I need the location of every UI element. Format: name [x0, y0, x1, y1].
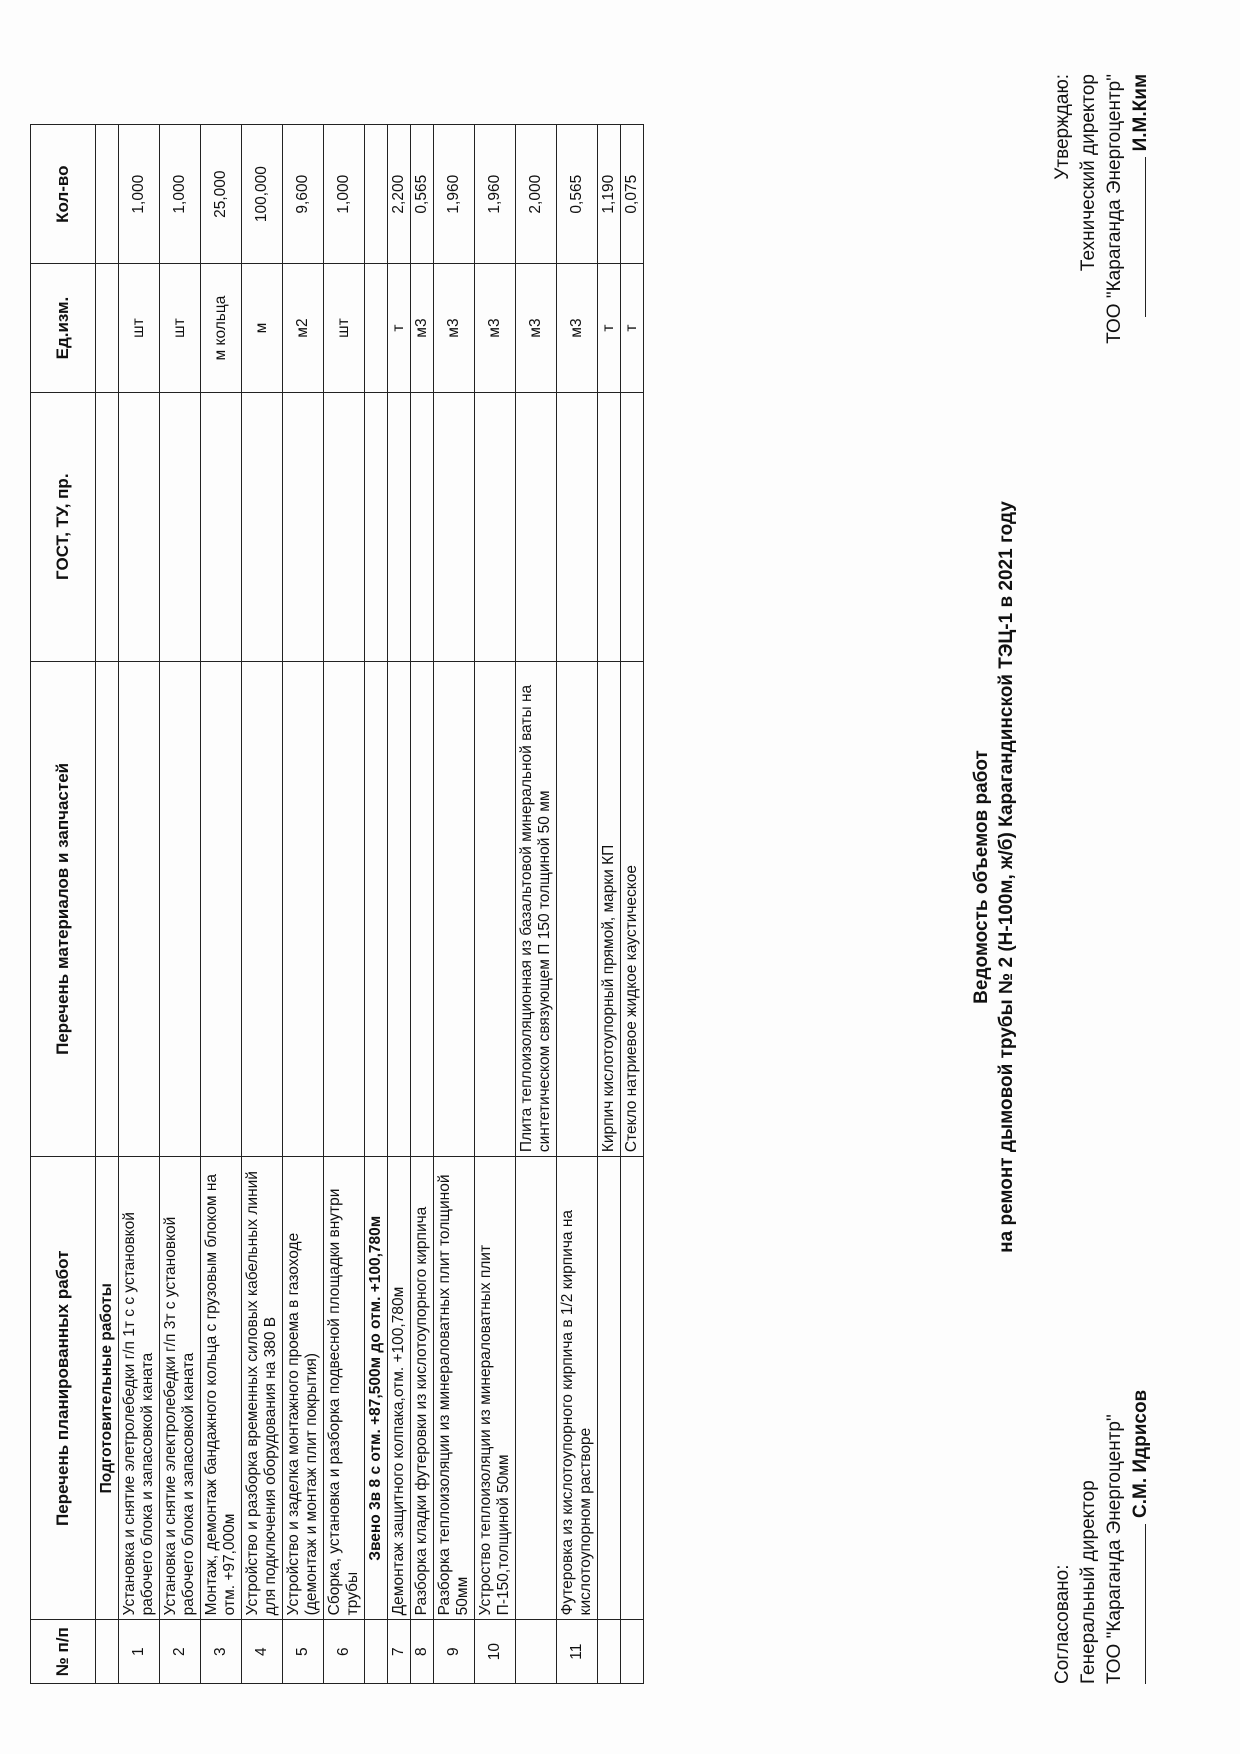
row-materials: Стекло натриевое жидкое каустическое — [621, 661, 644, 1157]
row-materials: Кирпич кислотоупорный прямой, марки КП — [598, 661, 621, 1157]
section-empty-cell — [365, 264, 388, 392]
row-gost — [283, 392, 324, 661]
table-row — [621, 125, 644, 1684]
row-gost — [557, 392, 598, 661]
section-empty-cell — [96, 392, 119, 661]
row-num: 2 — [160, 1620, 201, 1684]
row-gost — [242, 392, 283, 661]
row-num — [598, 1620, 621, 1684]
table-row — [283, 125, 324, 1684]
row-materials — [324, 661, 365, 1157]
row-work — [621, 1157, 644, 1620]
agreed-org: ТОО "Караганда Энергоцентр" — [1104, 1414, 1125, 1684]
row-work: Сборка, установка и разборка подвесной площадки внутри трубы — [324, 1157, 365, 1620]
row-num — [516, 1620, 557, 1684]
table-row — [557, 125, 598, 1684]
table-row — [598, 125, 621, 1684]
row-work: Устройство и разборка временных силовых кабельных линий для подключения оборудования на 380 В — [242, 1157, 283, 1620]
approve-label: Утверждаю: — [1052, 74, 1073, 180]
document-subtitle: на ремонт дымовой трубы № 2 (Н-100м, ж/б) Карагандинской ТЭЦ-1 в 2021 году — [996, 501, 1017, 1253]
row-work: Устроство теплоизоляции из минераловатных плит П-150,толщиной 50мм — [475, 1157, 516, 1620]
row-materials — [119, 661, 160, 1157]
row-unit: м3 — [411, 264, 434, 392]
section-empty-cell — [96, 125, 119, 264]
row-qty: 0,565 — [411, 125, 434, 264]
row-gost — [434, 392, 475, 661]
row-qty: 1,190 — [598, 125, 621, 264]
row-qty: 1,960 — [434, 125, 475, 264]
row-unit: м — [242, 264, 283, 392]
row-qty: 1,000 — [324, 125, 365, 264]
section-empty-cell — [365, 392, 388, 661]
row-gost — [411, 392, 434, 661]
row-qty: 25,000 — [201, 125, 242, 264]
row-qty: 100,000 — [242, 125, 283, 264]
row-gost — [119, 392, 160, 661]
row-unit: шт — [160, 264, 201, 392]
section-empty-cell — [96, 264, 119, 392]
row-unit: м3 — [475, 264, 516, 392]
works-table — [30, 124, 644, 1684]
row-num: 4 — [242, 1620, 283, 1684]
row-materials — [411, 661, 434, 1157]
row-unit: м2 — [283, 264, 324, 392]
section-empty-cell — [365, 125, 388, 264]
table-row — [242, 125, 283, 1684]
row-work: Демонтаж защитного колпака,отм. +100,780м — [388, 1157, 411, 1620]
row-unit: шт — [324, 264, 365, 392]
header-work: Перечень планированных работ — [31, 1157, 96, 1620]
row-unit: м кольца — [201, 264, 242, 392]
table-row — [201, 125, 242, 1684]
row-qty: 0,075 — [621, 125, 644, 264]
agreed-label: Согласовано: — [1052, 1564, 1073, 1684]
row-unit: т — [598, 264, 621, 392]
section-empty-cell — [96, 1620, 119, 1684]
row-materials — [283, 661, 324, 1157]
row-gost — [324, 392, 365, 661]
row-num: 6 — [324, 1620, 365, 1684]
row-gost — [201, 392, 242, 661]
row-num: 5 — [283, 1620, 324, 1684]
row-work: Монтаж, демонтаж бандажного кольца с грузовым блоком на отм. +97,000м — [201, 1157, 242, 1620]
row-unit: м3 — [434, 264, 475, 392]
table-row — [388, 125, 411, 1684]
row-materials — [201, 661, 242, 1157]
header-unit: Ед.изм. — [31, 264, 96, 392]
row-num: 11 — [557, 1620, 598, 1684]
row-materials — [160, 661, 201, 1157]
row-work: Разборка кладки футеровки из кислотоупорного кирпича — [411, 1157, 434, 1620]
row-work: Разборка теплоизоляции из минераловатных плит толщиной 50мм — [434, 1157, 475, 1620]
row-num — [621, 1620, 644, 1684]
approve-position: Технический директор — [1078, 74, 1099, 272]
row-gost — [598, 392, 621, 661]
agreed-signer: С.М. Идрисов — [1130, 1389, 1151, 1518]
row-qty: 2,000 — [516, 125, 557, 264]
table-row — [434, 125, 475, 1684]
row-work: Устройство и заделка монтажного проема в газоходе (демонтаж и монтаж плит покрытия) — [283, 1157, 324, 1620]
row-unit: м3 — [516, 264, 557, 392]
header-gost: ГОСТ, ТУ, пр. — [31, 392, 96, 661]
row-qty: 1,000 — [119, 125, 160, 264]
row-gost — [160, 392, 201, 661]
row-unit: т — [388, 264, 411, 392]
row-materials — [475, 661, 516, 1157]
row-qty: 9,600 — [283, 125, 324, 264]
section-row-preparatory — [96, 125, 119, 1684]
section-row-zveno — [365, 125, 388, 1684]
header-qty: Кол-во — [31, 125, 96, 264]
row-materials — [388, 661, 411, 1157]
row-num: 1 — [119, 1620, 160, 1684]
row-materials: Плита теплоизоляционная из базальтовой минеральной ваты на синтетическом связующем П 150 толщиной 50 мм — [516, 661, 557, 1157]
row-num: 8 — [411, 1620, 434, 1684]
table-row — [516, 125, 557, 1684]
table-row — [119, 125, 160, 1684]
section-empty-cell — [96, 661, 119, 1157]
row-num: 10 — [475, 1620, 516, 1684]
document-title: Ведомость объемов работ — [971, 750, 992, 1004]
row-qty: 1,960 — [475, 125, 516, 264]
header-num: № п/п — [31, 1620, 96, 1684]
table-row — [475, 125, 516, 1684]
row-gost — [621, 392, 644, 661]
approve-org: ТОО "Караганда Энергоцентр" — [1104, 74, 1125, 344]
row-qty: 1,000 — [160, 125, 201, 264]
row-work — [598, 1157, 621, 1620]
section-title: Подготовительные работы — [96, 1157, 119, 1620]
approve-signer: И.М.Ким — [1130, 74, 1151, 152]
row-gost — [475, 392, 516, 661]
table-row — [411, 125, 434, 1684]
header-materials: Перечень материалов и запчастей — [31, 661, 96, 1157]
row-work: Установка и снятие электролебедки г/п 3т с установкой рабочего блока и запасовкой каната — [160, 1157, 201, 1620]
row-num: 7 — [388, 1620, 411, 1684]
row-gost — [388, 392, 411, 661]
table-row — [324, 125, 365, 1684]
row-materials — [557, 661, 598, 1157]
section-empty-cell — [365, 1620, 388, 1684]
row-work: Установка и снятие элетролебедки г/п 1т с с установкой рабочего блока и запасовкой каната — [119, 1157, 160, 1620]
row-qty: 2,200 — [388, 125, 411, 264]
row-num: 9 — [434, 1620, 475, 1684]
row-unit: т — [621, 264, 644, 392]
table-row — [160, 125, 201, 1684]
row-materials — [434, 661, 475, 1157]
agreed-position: Генеральный директор — [1078, 1480, 1099, 1684]
row-work — [516, 1157, 557, 1620]
row-gost — [516, 392, 557, 661]
row-work: Футеровка из кислотоупорного кирпича в 1/2 кирпича на кислотоупорном растворе — [557, 1157, 598, 1620]
row-num: 3 — [201, 1620, 242, 1684]
row-unit: шт — [119, 264, 160, 392]
row-qty: 0,565 — [557, 125, 598, 264]
row-unit: м3 — [557, 264, 598, 392]
row-materials — [242, 661, 283, 1157]
section-empty-cell — [365, 661, 388, 1157]
section-title: Звено 3в 8 с отм. +87,500м до отм. +100,780м — [365, 1157, 388, 1620]
table-header-row — [31, 125, 96, 1684]
